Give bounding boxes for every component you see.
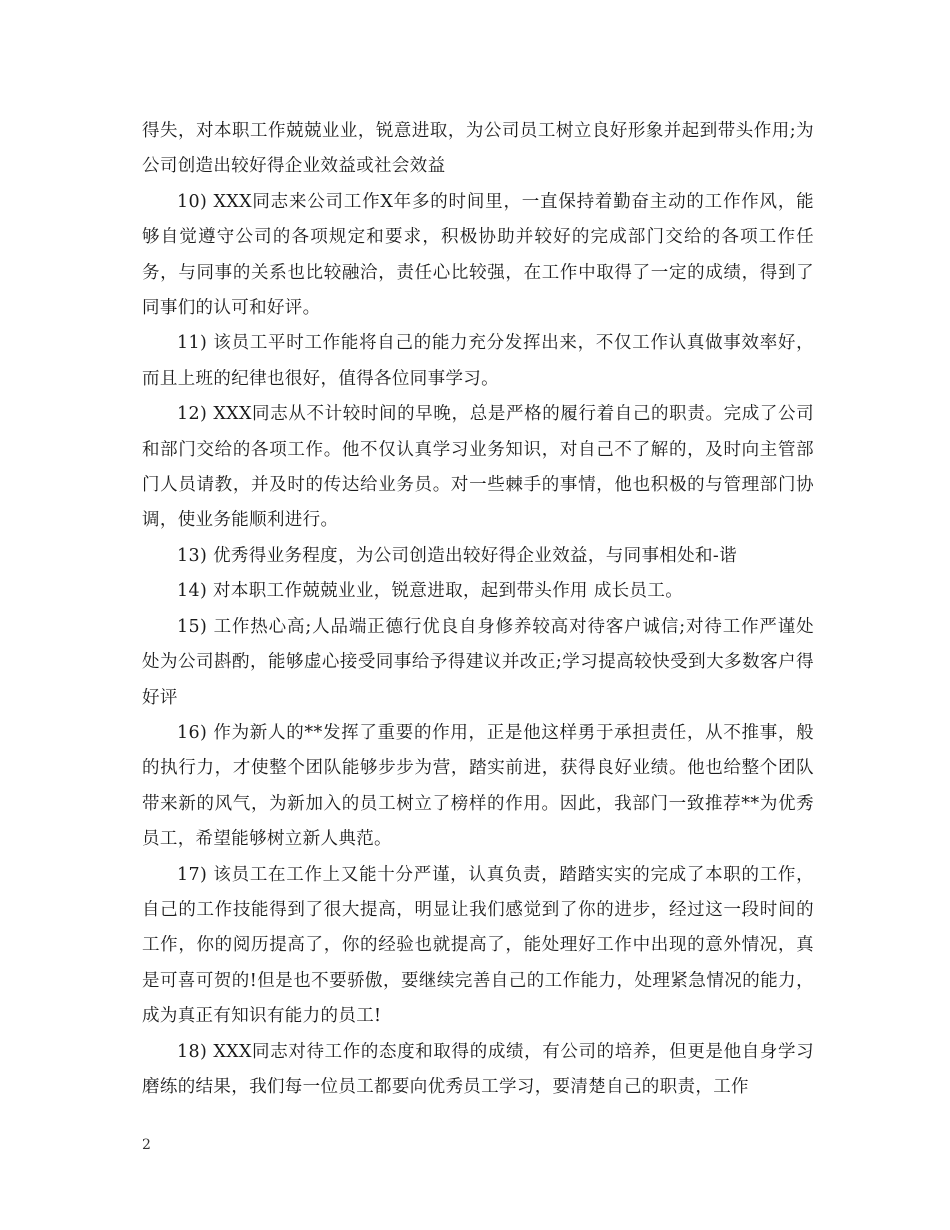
paragraph-item-12: 12) XXX同志从不计较时间的早晚，总是严格的履行着自己的职责。完成了公司和部门交给的各项工作。他不仅认真学习业务知识，对自己不了解的，及时向主管部门人员请教，并及时的传达给业务员。对一些棘手的事情，他也积极的与管理部门协调，使业务能顺利进行。 [142,404,814,531]
paragraph-item-18: 18) XXX同志对待工作的态度和取得的成绩，有公司的培养，但更是他自身学习磨练的结果，我们每一位员工都要向优秀员工学习，要清楚自己的职责，工作 [142,1041,814,1097]
document-body [142,114,814,1105]
paragraph-item-13: 13) 优秀得业务程度，为公司创造出较好得企业效益，与同事相处和-谐 [177,545,737,566]
paragraph-continued: 得失，对本职工作兢兢业业，锐意进取，为公司员工树立良好形象并起到带头作用;为公司创造出较好得企业效益或社会效益 [142,121,814,177]
paragraph-item-15: 15) 工作热心高;人品端正德行优良自身修养较高对待客户诚信;对待工作严谨处处为公司斟酌，能够虚心接受同事给予得建议并改正;学习提高较快受到大多数客户得好评 [142,616,814,708]
page-number: 2 [142,1137,151,1153]
paragraph-item-16: 16) 作为新人的**发挥了重要的作用，正是他这样勇于承担责任，从不推事，般的执行力，才使整个团队能够步步为营，踏实前进，获得良好业绩。他也给整个团队带来新的风气，为新加入的员工树立了榜样的作用。因此，我部门一致推荐**为优秀员工，希望能够树立新人典范。 [142,722,814,850]
paragraph-item-10: 10) XXX同志来公司工作X年多的时间里，一直保持着勤奋主动的工作作风，能够自觉遵守公司的各项规定和要求，积极协助并较好的完成部门交给的各项工作任务，与同事的关系也比较融洽，责任心比较强，在工作中取得了一定的成绩，得到了同事们的认可和好评。 [142,191,814,319]
paragraph-item-17: 17) 该员工在工作上又能十分严谨，认真负责，踏踏实实的完成了本职的工作，自己的工作技能得到了很大提高，明显让我们感觉到了你的进步，经过这一段时间的工作，你的阅历提高了，你的经验也就提高了，能处理好工作中出现的意外情况，真是可喜可贺的!但是也不要骄傲，要继续完善自己的工作能力，处理紧急情况的能力，成为真正有知识有能力的员工! [142,864,814,1027]
paragraph-item-14: 14) 对本职工作兢兢业业，锐意进取，起到带头作用 成长员工。 [177,581,684,602]
paragraph-item-11: 11) 该员工平时工作能将自己的能力充分发挥出来，不仅工作认真做事效率好，而且上班的纪律也很好，值得各位同事学习。 [142,333,814,389]
